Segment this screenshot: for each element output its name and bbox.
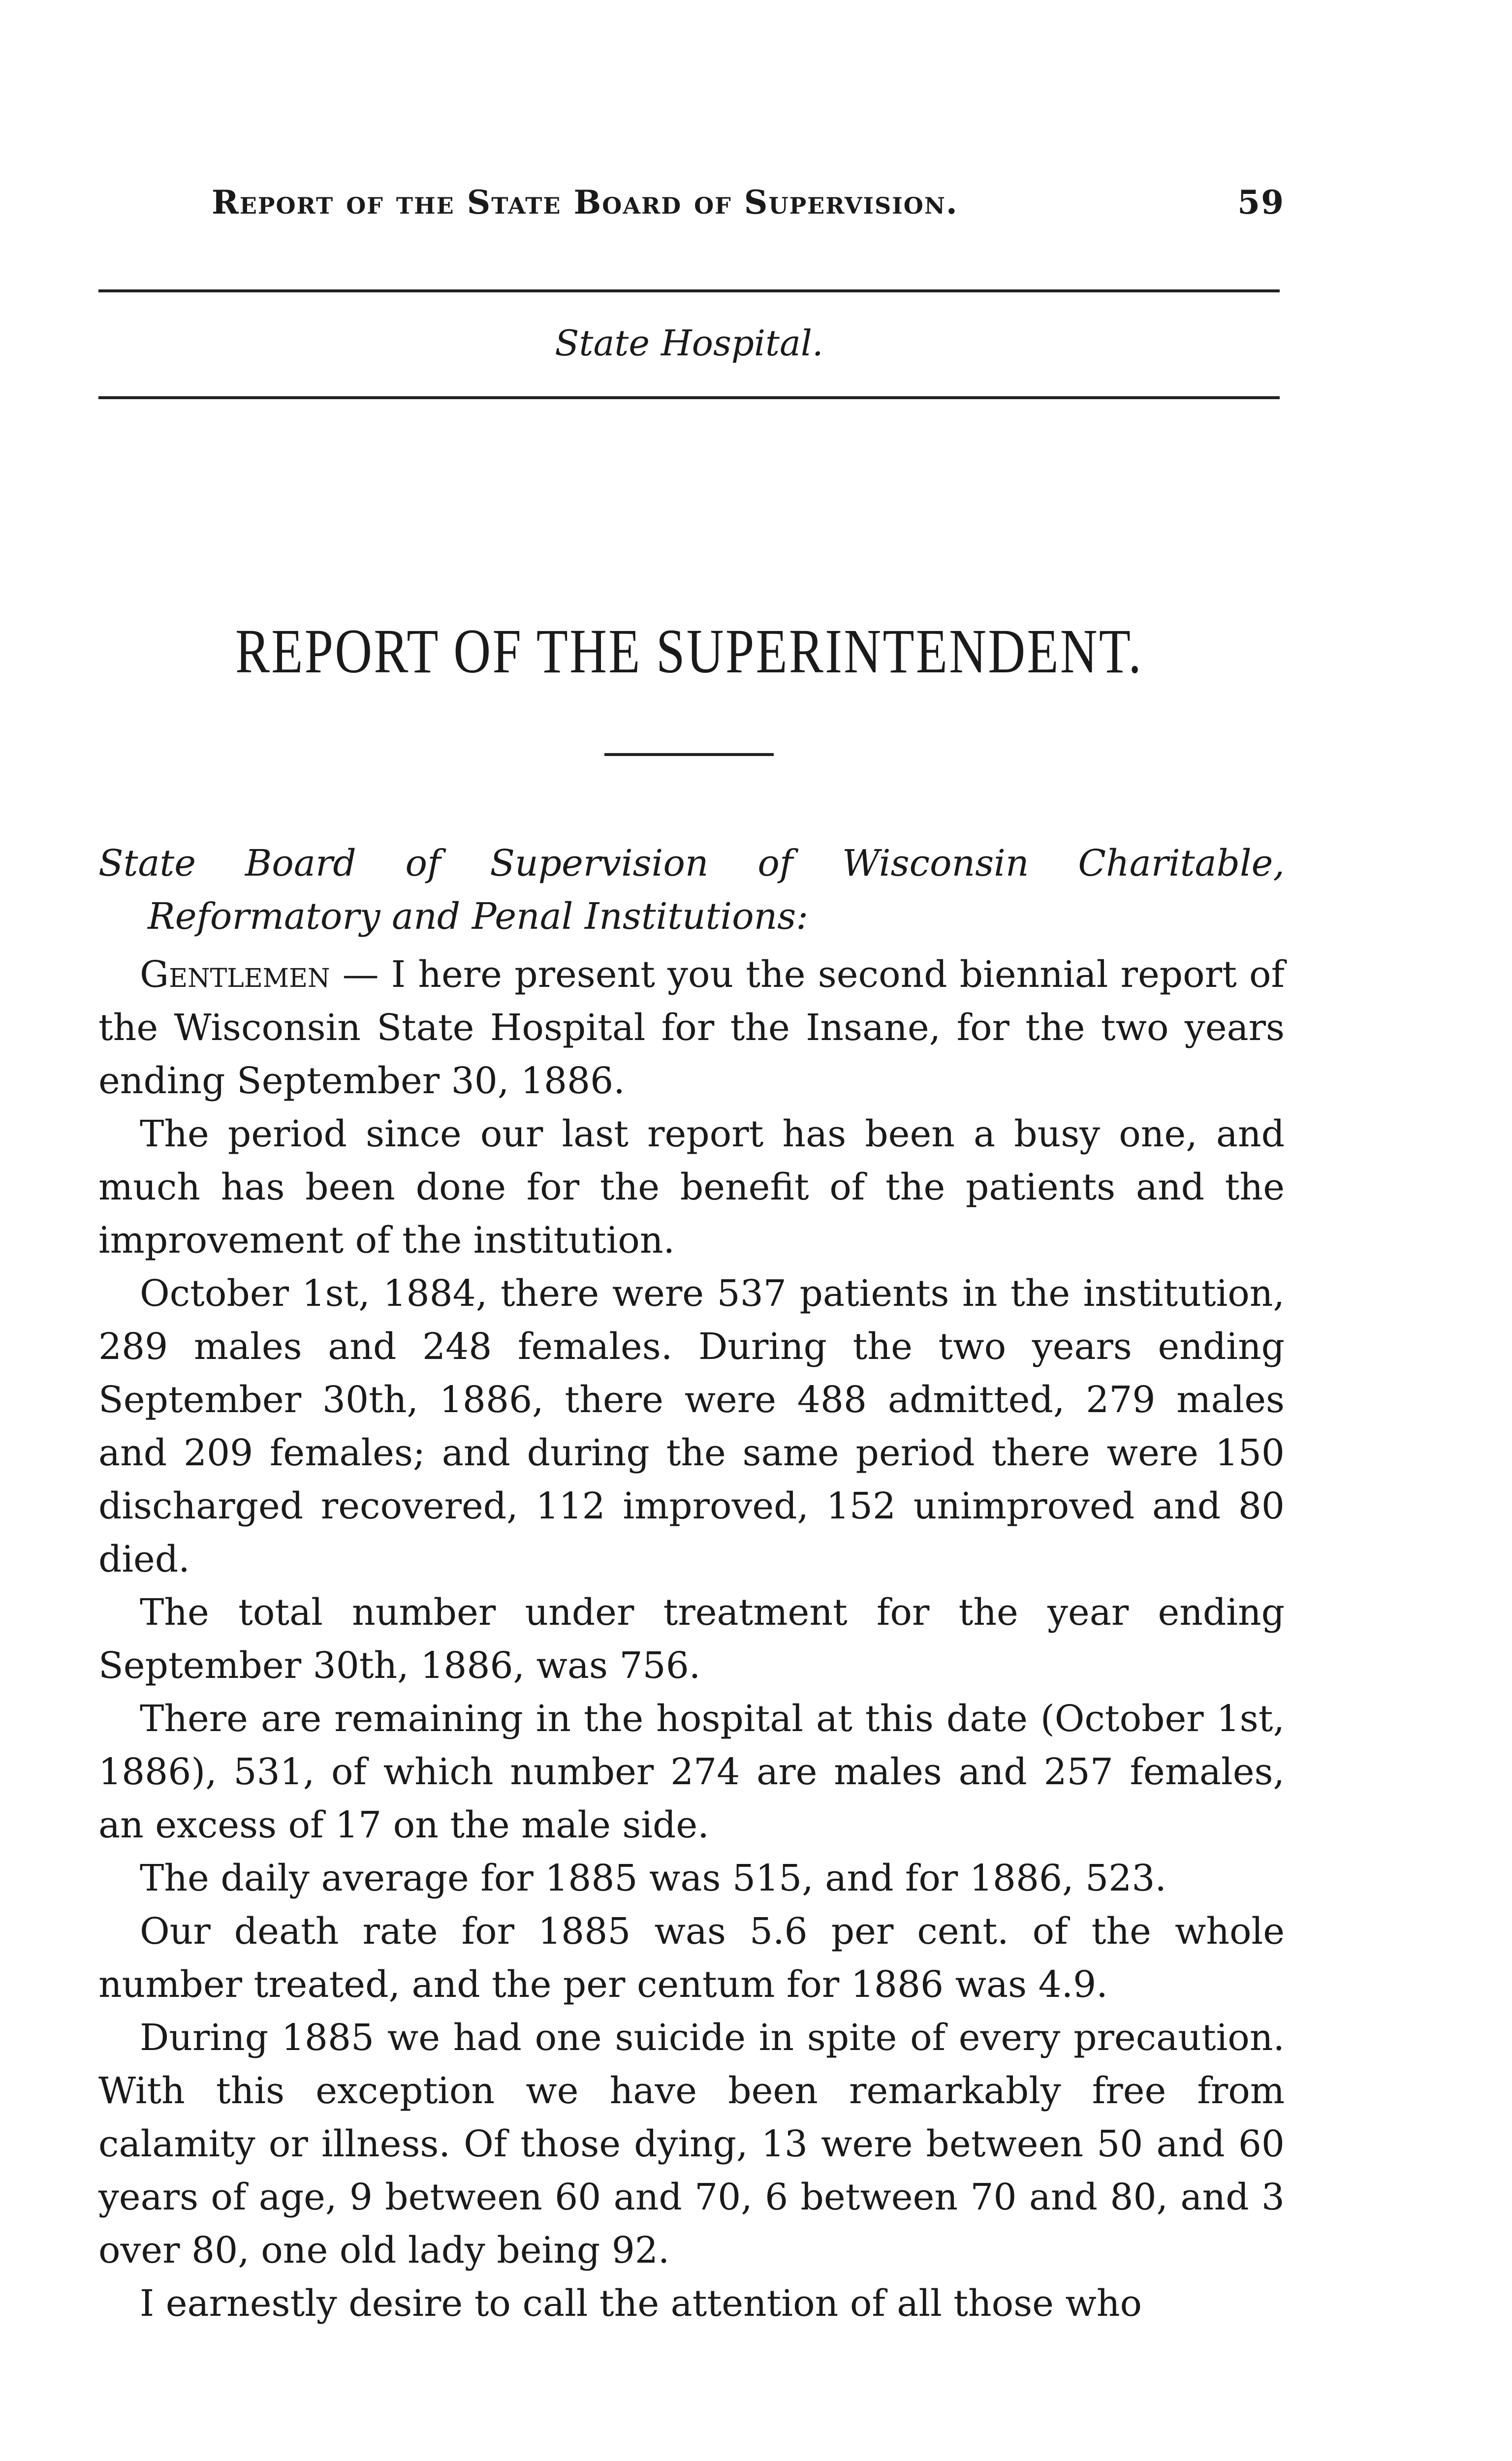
address-line: State Board of Supervision of Wisconsin Charitable, Reformatory and Penal Institutions: (98, 842, 1285, 938)
body-text (98, 837, 1285, 2330)
paragraph-8: During 1885 we had one suicide in spite of every precaution. With this exception we have been remarkably free from calamity or illness. Of those dying, 13 were between 50 and 60 years of age, 9 between 60 and 70, 6 between 70 and 80, and 3 over 80, one old lady being 92. (98, 2017, 1285, 2272)
section-name: State Hospital. (555, 322, 823, 364)
paragraph-4: The total number under treatment for the year ending September 30th, 1886, was 756. (98, 1591, 1285, 1687)
title-divider (604, 753, 774, 756)
paragraph-1 (98, 948, 1285, 1107)
header-rule-bottom (98, 396, 1280, 399)
running-head-title: Report of the State Board of Supervision. (212, 183, 958, 221)
paragraph-9: I earnestly desire to call the attention of all those who (140, 2282, 1142, 2325)
paragraph-3: October 1st, 1884, there were 537 patients in the institution, 289 males and 248 females. During the two years ending September 30th, 1886, there were 488 admitted, 279 males and 209 females; and during the same period there were 150 discharged recovered, 112 improved, 152 unimproved and 80 died. (98, 1272, 1285, 1580)
page-number: 59 (1237, 183, 1285, 221)
salutation: Gentlemen (140, 953, 330, 996)
paragraph-1-text: — I here present you the second biennial report of the Wisconsin State Hospital for the Insane, for the two years ending September 30, 1886. (98, 953, 1285, 1102)
paragraph-7: Our death rate for 1885 was 5.6 per cent. of the whole number treated, and the per centum for 1886 was 4.9. (98, 1910, 1285, 2006)
paragraph-6: The daily average for 1885 was 515, and for 1886, 523. (140, 1857, 1166, 1899)
paragraph-2: The period since our last report has been a busy one, and much has been done for the benefit of the patients and the improvement of the institution. (98, 1113, 1285, 1262)
paragraph-5: There are remaining in the hospital at this date (October 1st, 1886), 531, of which number 274 are males and 257 females, an excess of 17 on the male side. (98, 1698, 1285, 1846)
main-title: REPORT OF THE SUPERINTENDENT. (235, 616, 1143, 686)
header-rule-top (98, 289, 1280, 292)
